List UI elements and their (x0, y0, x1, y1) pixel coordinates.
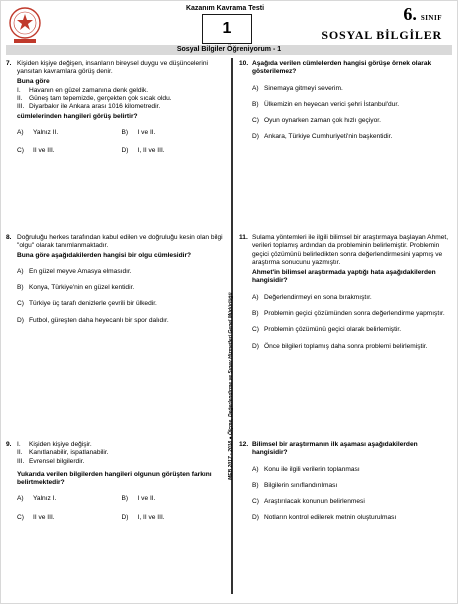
question-number: 10. (239, 60, 249, 67)
subject-title: SOSYAL BİLGİLER (321, 28, 442, 42)
option-b[interactable]: B) I ve II. (121, 129, 156, 137)
meb-logo-icon (8, 6, 42, 46)
statement-list (17, 441, 226, 466)
question-number: 9. (6, 441, 12, 448)
question-number: 7. (6, 60, 12, 67)
option-b[interactable]: B) Konya, Türkiye'nin en güzel kentidir. (17, 284, 135, 292)
grade-number: 6. (403, 4, 417, 24)
vertical-text: MEB 2017 - 2018 ● Ölçme, Değerlendirme ve Sınav Hizmetleri Genel Müdürlüğü (228, 292, 234, 480)
question-stem: Sulama yöntemleri ile ilgili bilimsel bir araştırmaya başlayan Ahmet, verileri toplamış ardından da probleminin belirlemiştir. Problemin geçici çözümünü belirledikten sonra değerlendirmesini yapmış ve araştırma sonucunu yazmıştır. (252, 234, 449, 266)
option-d[interactable]: D) I, II ve III. (121, 513, 165, 521)
option-a[interactable]: A) Sinemaya gitmeyi severim. (252, 84, 343, 92)
option-a[interactable]: A) Yalnız II. (17, 129, 59, 137)
option-b[interactable]: B) I ve II. (121, 495, 156, 503)
answer-options (252, 294, 451, 351)
option-c[interactable]: C) II ve III. (17, 513, 55, 521)
option-d[interactable]: D) Notların kontrol edilerek metnin oluşturulması (252, 514, 397, 522)
question-7 (6, 60, 226, 166)
question-12 (239, 441, 451, 531)
statement-item: II. Kanıtlanabilir, ispatlanabilir. (17, 449, 109, 457)
question-number: 8. (6, 234, 12, 241)
answer-options (252, 85, 451, 142)
option-b[interactable]: B) Bilgilerin sınıflandırılması (252, 481, 338, 489)
question-prompt: Ahmet'in bilimsel araştırmada yaptığı hata aşağıdakilerden hangisidir? (252, 269, 436, 285)
vertical-footer-text (226, 200, 238, 480)
option-d[interactable]: D) Ankara, Türkiye Cumhuriyeti'nin başkentidir. (252, 133, 393, 141)
question-prompt: Buna göre aşağıdakilerden hangisi bir olgu cümlesidir? (17, 251, 192, 259)
question-10 (239, 60, 451, 150)
option-b[interactable]: B) Ülkemizin en heyecan verici şehri İstanbul'dur. (252, 100, 400, 108)
statement-item: III. Evrensel bilgilerdir. (17, 457, 85, 465)
test-title: Kazanım Kavrama Testi (185, 5, 265, 12)
question-prompt: Bilimsel bir araştırmanın ilk aşaması aşağıdakilerden hangisidir? (252, 441, 418, 457)
option-c[interactable]: C) Türkiye üç tarafı denizlerle çevrili bir ülkedir. (17, 300, 157, 308)
question-9 (6, 441, 226, 532)
answer-options (17, 129, 226, 156)
question-number: 11. (239, 234, 248, 241)
statement-item: I. Havanın en güzel zamanına denk geldik. (17, 86, 149, 94)
option-c[interactable]: C) Oyun oynarken zaman çok hızlı geçiyor. (252, 117, 381, 125)
answer-options (252, 466, 451, 523)
option-c[interactable]: C) Araştırılacak konunun belirlenmesi (252, 498, 365, 506)
question-number: 12. (239, 441, 249, 448)
question-stem: Kişiden kişiye değişen, insanların bireysel duygu ve düşüncelerini yansıtan kavramlara görüş denir. (17, 60, 208, 76)
question-8 (6, 234, 226, 333)
question-prompt: cümlelerinden hangileri görüş belirtir? (17, 112, 138, 120)
question-prompt: Aşağıda verilen cümlelerden hangisi görüşe örnek olarak gösterilemez? (252, 60, 432, 76)
statement-list (17, 87, 226, 112)
option-d[interactable]: D) Önce bilgileri toplamış daha sonra problemi belirlemiştir. (252, 342, 428, 350)
statement-item: II. Güneş tam tepemizde, gerçekten çok sıcak oldu. (17, 95, 172, 103)
option-a[interactable]: A) Konu ile ilgili verilerin toplanması (252, 465, 360, 473)
grade-label (403, 4, 442, 25)
option-d[interactable]: D) Futbol, güreşten daha heyecanlı bir spor dalıdır. (17, 316, 169, 324)
test-number: 1 (202, 14, 252, 44)
option-d[interactable]: D) I, II ve III. (121, 147, 165, 155)
option-a[interactable]: A) Yalnız I. (17, 495, 57, 503)
statement-item: I. Kişiden kişiye değişir. (17, 441, 92, 448)
answer-options (17, 268, 226, 325)
question-prompt: Yukarıda verilen bilgilerden hangileri olgunun görüşten farkını belirtmektedir? (17, 470, 212, 487)
option-c[interactable]: C) II ve III. (17, 147, 55, 155)
question-stem: Doğruluğu herkes tarafından kabul edilen ve doğruluğu kesin olan bilgi "olgu" olarak tanımlanmaktadır. (17, 234, 223, 250)
question-11 (239, 234, 451, 359)
topic-bar: Sosyal Bilgiler Öğreniyorum - 1 (6, 45, 452, 55)
question-lead: Buna göre (17, 77, 50, 85)
grade-sinif: SINIF (420, 14, 442, 22)
answer-options (17, 495, 226, 522)
option-b[interactable]: B) Problemin geçici çözümünden sonra değerlendirme yapmıştır. (252, 310, 445, 318)
statement-item: III. Diyarbakır ile Ankara arası 1016 kilometredir. (17, 103, 161, 111)
option-a[interactable]: A) En güzel meyve Amasya elmasıdır. (17, 267, 132, 275)
option-a[interactable]: A) Değerlendirmeyi en sona bırakmıştır. (252, 293, 372, 301)
option-c[interactable]: C) Problemin çözümünü geçici olarak belirlemiştir. (252, 326, 402, 334)
